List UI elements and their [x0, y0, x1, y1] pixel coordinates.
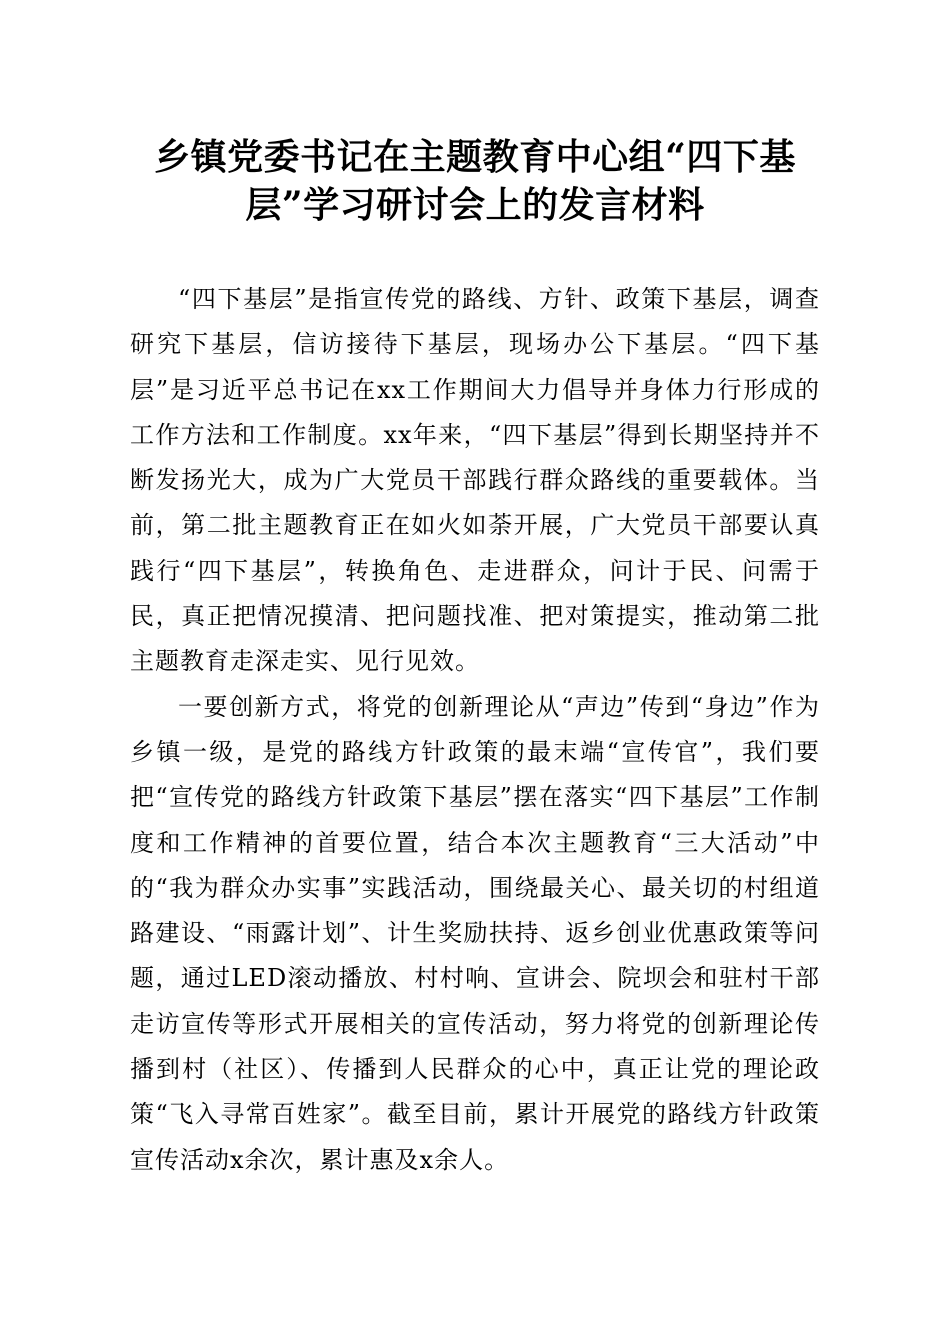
document-body [130, 277, 820, 1183]
paragraph-intro: “四下基层”是指宣传党的路线、方针、政策下基层，调查研究下基层，信访接待下基层，现场办公下基层。“四下基层”是习近平总书记在xx工作期间大力倡导并身体力行形成的工作方法和工作制度。xx年来，“四下基层”得到长期坚持并不断发扬光大，成为广大党员干部践行群众路线的重要载体。当前，第二批主题教育正在如火如荼开展，广大党员干部要认真践行“四下基层”，转换角色、走进群众，问计于民、问需于民，真正把情况摸清、把问题找准、把对策提实，推动第二批主题教育走深走实、见行见效。 [130, 285, 820, 676]
paragraph-point-one: 一要创新方式，将党的创新理论从“声边”传到“身边”作为乡镇一级，是党的路线方针政策的最末端“宣传官”，我们要把“宣传党的路线方针政策下基层”摆在落实“四下基层”工作制度和工作精神的首要位置，结合本次主题教育“三大活动”中的“我为群众办实事”实践活动，围绕最关心、最关切的村组道路建设、“雨露计划”、计生奖励扶持、返乡创业优惠政策等问题，通过LED滚动播放、村村响、宣讲会、院坝会和驻村干部走访宣传等形式开展相关的宣传活动，努力将党的创新理论传播到村（社区）、传播到人民群众的心中，真正让党的理论政策“飞入寻常百姓家”。截至目前，累计开展党的路线方针政策宣传活动x余次，累计惠及x余人。 [130, 692, 820, 1174]
document-title: 乡镇党委书记在主题教育中心组“四下基层”学习研讨会上的发言材料 [154, 136, 796, 226]
